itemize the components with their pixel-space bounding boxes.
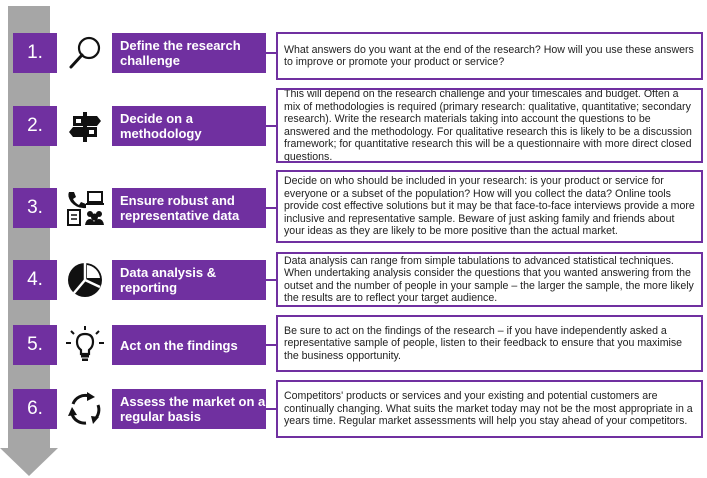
step-3-connector (266, 207, 276, 209)
pie-chart-icon (64, 259, 106, 301)
step-4-connector (266, 279, 276, 281)
magnifier-icon (64, 32, 106, 74)
lightbulb-icon (64, 324, 106, 366)
step-4-title: Data analysis & reporting (112, 260, 266, 300)
step-6-title: Assess the market on a regular basis (112, 389, 266, 429)
step-4-description: Data analysis can range from simple tabulations to advanced statistical techniques. When undertaking analysis consider the questions that you wanted answering from the outset and the number of people in your sample – the larger the sample, the more likely the results are to reflect your target audience. (276, 252, 703, 307)
step-3-title: Ensure robust and representative data (112, 188, 266, 228)
step-5-number: 5. (13, 325, 57, 365)
step-1-description: What answers do you want at the end of the research? How will you use these answers to improve or promote your product or service? (276, 32, 703, 80)
step-4-number: 4. (13, 260, 57, 300)
signpost-icon (64, 105, 106, 147)
step-3-description: Decide on who should be included in your research: is your product or service for everyone or a subset of the population? How will you collect the data? Online tools provide cost effective solutions but it may be that face-to-face interviews provide a more inclusive and representative sample. Beware of just asking family and friends about your ideas as they are likely to be more positive than the actual market. (276, 170, 703, 243)
step-6-description: Competitors' products or services and your existing and potential customers are continually changing. What suits the market today may not be the most appropriate in a years time. Regular market assessments will help you stay ahead of your competitors. (276, 380, 703, 438)
step-2-number: 2. (13, 106, 57, 146)
step-3-number: 3. (13, 188, 57, 228)
step-1-connector (266, 52, 276, 54)
step-5-description: Be sure to act on the findings of the research – if you have independently asked a representative sample of people, listen to their feedback to ensure that you maximise the business opportunity. (276, 315, 703, 372)
step-2-connector (266, 125, 276, 127)
process-arrow-head (0, 448, 58, 476)
step-5-title: Act on the findings (112, 325, 266, 365)
step-1-title: Define the research challenge (112, 33, 266, 73)
contact-channels-icon (64, 187, 106, 229)
step-1-number: 1. (13, 33, 57, 73)
step-2-title: Decide on a methodology (112, 106, 266, 146)
cycle-arrows-icon (64, 388, 106, 430)
step-6-number: 6. (13, 389, 57, 429)
step-6-connector (266, 408, 276, 410)
step-2-description: This will depend on the research challenge and your timescales and budget. Often a mix of methodologies is required (primary research: qualitative, quantitative; secondary research). Write the research materials taking into account the questions to be answered and the methodology. For qualitative research this is likely to be a discussion framework; for quantitative research this will be a questionnaire with more direct closed questions. (276, 88, 703, 163)
step-5-connector (266, 344, 276, 346)
